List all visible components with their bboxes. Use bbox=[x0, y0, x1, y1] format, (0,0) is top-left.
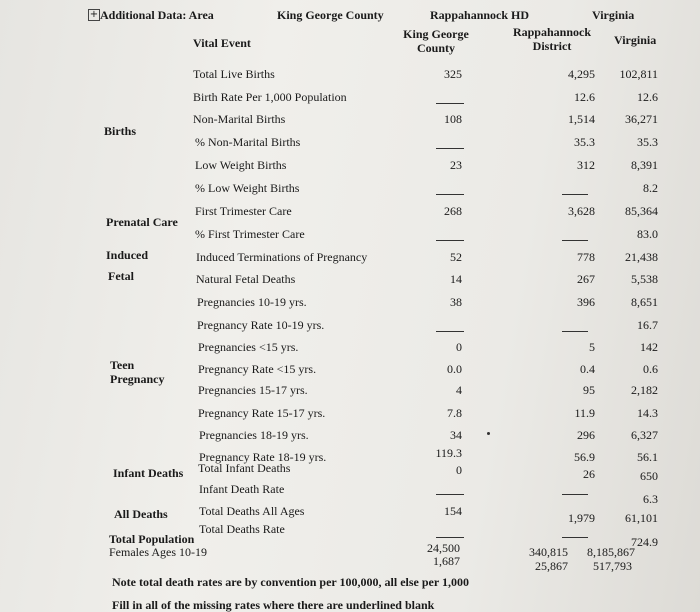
rhd-value: 296 bbox=[577, 428, 595, 442]
row-label: First Trimester Care bbox=[195, 204, 292, 218]
females-va: 517,793 bbox=[593, 559, 632, 573]
row-label: % First Trimester Care bbox=[195, 227, 305, 241]
blank-underline[interactable] bbox=[562, 194, 588, 195]
kg-value: 23 bbox=[450, 158, 462, 172]
va-value: 650 bbox=[640, 469, 658, 483]
row-label: Pregnancy Rate 18-19 yrs. bbox=[199, 450, 327, 464]
expand-toggle-icon[interactable]: + bbox=[89, 9, 99, 20]
col-header-rappahannock: Rappahannock HD bbox=[430, 8, 530, 22]
va-value: 102,811 bbox=[619, 67, 658, 81]
note-fill-missing: Fill in all of the missing rates where there are underlined blank bbox=[112, 598, 435, 612]
col-header-virginia: Virginia bbox=[592, 8, 635, 22]
section-prenatal: Prenatal Care bbox=[106, 215, 178, 229]
row-label: Induced Terminations of Pregnancy bbox=[196, 250, 368, 264]
rhd-value: 396 bbox=[577, 295, 595, 309]
section-induced: Induced bbox=[106, 248, 149, 262]
total-population-label: Total Population bbox=[109, 532, 195, 546]
section-fetal: Fetal bbox=[108, 269, 134, 283]
rhd-value: 778 bbox=[577, 250, 595, 264]
rhd-value: 26 bbox=[583, 467, 595, 481]
kg-value: 0 bbox=[456, 340, 462, 354]
rhd-value: 11.9 bbox=[574, 406, 595, 420]
row-label: Pregnancies 10-19 yrs. bbox=[197, 295, 307, 309]
va-value: 0.6 bbox=[643, 362, 658, 376]
kg-value: 0.0 bbox=[447, 362, 462, 376]
rhd-value: 4,295 bbox=[568, 67, 595, 81]
section-teen-pregnancy: Teen Pregnancy bbox=[110, 358, 165, 386]
va-value: 36,271 bbox=[625, 112, 658, 126]
vital-event-header: Vital Event bbox=[193, 36, 251, 50]
row-label: Pregnancy Rate <15 yrs. bbox=[198, 362, 317, 376]
rhd-value: 5 bbox=[589, 340, 595, 354]
area-title: Additional Data: Area bbox=[100, 8, 214, 22]
kg-value: 119.3 bbox=[435, 446, 462, 460]
rhd-value: 312 bbox=[577, 158, 595, 172]
total-pop-kg: 24,500 bbox=[427, 541, 460, 555]
kg-value: 4 bbox=[456, 383, 462, 397]
row-label: Total Deaths All Ages bbox=[199, 504, 305, 518]
va-value: 14.3 bbox=[637, 406, 658, 420]
females-kg: 1,687 bbox=[433, 554, 460, 568]
kg-value: 38 bbox=[450, 295, 462, 309]
blank-underline[interactable] bbox=[436, 103, 464, 104]
row-label: Birth Rate Per 1,000 Population bbox=[193, 90, 347, 104]
row-label: Non-Marital Births bbox=[193, 112, 286, 126]
kg-value: 154 bbox=[444, 504, 462, 518]
females-label: Females Ages 10-19 bbox=[109, 545, 207, 559]
rhd-value: 267 bbox=[577, 272, 595, 286]
va-value: 35.3 bbox=[637, 135, 658, 149]
blank-underline[interactable] bbox=[562, 331, 588, 332]
va-value: 8,651 bbox=[631, 295, 658, 309]
va-value: 5,538 bbox=[631, 272, 658, 286]
blank-underline[interactable] bbox=[436, 148, 464, 149]
subheader-virginia: Virginia bbox=[614, 33, 657, 47]
kg-value: 34 bbox=[450, 428, 462, 442]
rhd-value: 95 bbox=[583, 383, 595, 397]
row-label: % Non-Marital Births bbox=[195, 135, 301, 149]
va-value: 12.6 bbox=[637, 90, 658, 104]
va-value: 2,182 bbox=[631, 383, 658, 397]
note-death-rates: Note total death rates are by convention per 100,000, all else per 1,000 bbox=[112, 575, 469, 589]
va-value: 83.0 bbox=[637, 227, 658, 241]
kg-value: 268 bbox=[444, 204, 462, 218]
row-label: Natural Fetal Deaths bbox=[196, 272, 296, 286]
row-label: Total Live Births bbox=[193, 67, 275, 81]
blank-underline[interactable] bbox=[562, 494, 588, 495]
blank-underline[interactable] bbox=[436, 240, 464, 241]
row-label: % Low Weight Births bbox=[195, 181, 300, 195]
kg-value: 108 bbox=[444, 112, 462, 126]
va-value: 6,327 bbox=[631, 428, 658, 442]
kg-value: 325 bbox=[444, 67, 462, 81]
col-header-king-george: King George County bbox=[277, 8, 384, 22]
blank-underline[interactable] bbox=[436, 331, 464, 332]
rhd-value: 3,628 bbox=[568, 204, 595, 218]
subheader-rappahannock: Rappahannock District bbox=[512, 25, 592, 53]
kg-value: 52 bbox=[450, 250, 462, 264]
rhd-value: 1,514 bbox=[568, 112, 595, 126]
rhd-value: 12.6 bbox=[574, 90, 595, 104]
row-label: Total Deaths Rate bbox=[199, 522, 285, 536]
total-pop-va: 8,185,867 bbox=[587, 545, 635, 559]
rhd-value: 35.3 bbox=[574, 135, 595, 149]
row-label: Pregnancies 18-19 yrs. bbox=[199, 428, 309, 442]
va-value: 8.2 bbox=[643, 181, 658, 195]
stray-dot bbox=[487, 432, 490, 435]
va-value: 16.7 bbox=[637, 318, 658, 332]
va-value: 61,101 bbox=[625, 511, 658, 525]
va-value: 6.3 bbox=[643, 492, 658, 506]
row-label: Pregnancy Rate 15-17 yrs. bbox=[198, 406, 326, 420]
row-label: Pregnancies 15-17 yrs. bbox=[198, 383, 308, 397]
blank-underline[interactable] bbox=[436, 537, 464, 538]
blank-underline[interactable] bbox=[436, 494, 464, 495]
va-value: 85,364 bbox=[625, 204, 658, 218]
blank-underline[interactable] bbox=[436, 194, 464, 195]
rhd-value: 56.9 bbox=[574, 450, 595, 464]
row-label: Pregnancy Rate 10-19 yrs. bbox=[197, 318, 325, 332]
rhd-value: 1,979 bbox=[568, 511, 595, 525]
females-rhd: 25,867 bbox=[535, 559, 568, 573]
rhd-value: 0.4 bbox=[580, 362, 595, 376]
row-label: Total Infant Deaths bbox=[198, 461, 291, 475]
va-value: 56.1 bbox=[637, 450, 658, 464]
row-label: Low Weight Births bbox=[195, 158, 287, 172]
total-pop-rhd: 340,815 bbox=[529, 545, 568, 559]
section-births: Births bbox=[104, 124, 137, 138]
kg-value: 7.8 bbox=[447, 406, 462, 420]
row-label: Infant Death Rate bbox=[199, 482, 285, 496]
subheader-king-george: King George County bbox=[403, 27, 469, 55]
va-value: 724.9 bbox=[631, 535, 658, 549]
row-label: Pregnancies <15 yrs. bbox=[198, 340, 299, 354]
blank-underline[interactable] bbox=[562, 240, 588, 241]
blank-underline[interactable] bbox=[562, 537, 588, 538]
section-infant-deaths: Infant Deaths bbox=[113, 466, 184, 480]
kg-value: 14 bbox=[450, 272, 462, 286]
section-all-deaths: All Deaths bbox=[114, 507, 168, 521]
kg-value: 0 bbox=[456, 463, 462, 477]
va-value: 8,391 bbox=[631, 158, 658, 172]
va-value: 142 bbox=[640, 340, 658, 354]
va-value: 21,438 bbox=[625, 250, 658, 264]
